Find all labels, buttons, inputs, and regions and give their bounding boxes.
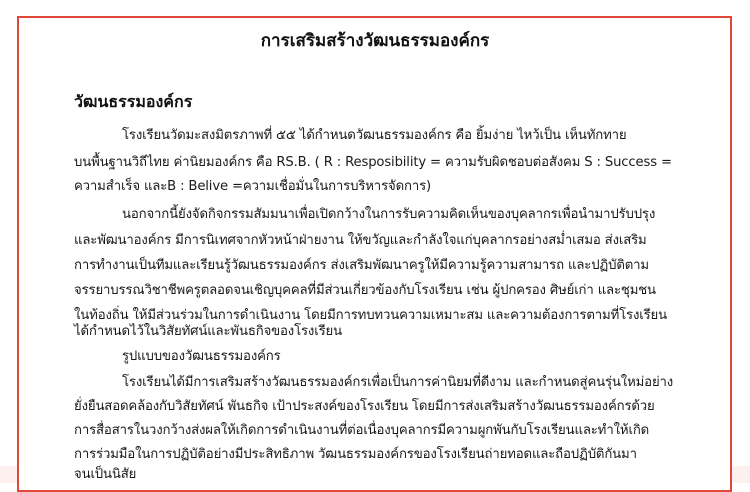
section-heading: วัฒนธรรมองค์กร <box>74 92 193 111</box>
paragraph-line: การสื่อสารในวงกว้างส่งผลให้เกิดการดำเนินงานที่ต่อเนื่องบุคลากรมีความผูกพันกับโรงเรียนและทำให้เกิด <box>74 423 650 438</box>
document-page <box>17 16 732 492</box>
paragraph-line: ได้กำหนดไว้ในวิสัยทัศน์และพันธกิจของโรงเรียน <box>74 324 342 339</box>
paragraph-line: ความสำเร็จ และB : Belive =ความเชื่อมั่นในการบริหารจัดการ) <box>74 179 432 194</box>
subsection-heading: รูปแบบของวัฒนธรรมองค์กร <box>122 349 281 364</box>
paragraph-line-cut <box>74 466 136 472</box>
paragraph-line: โรงเรียนวัดมะสงมิตรภาพที่ ๕๕ ได้กำหนดวัฒนธรรมองค์กร คือ ยิ้มง่าย ไหว้เป็น เห็นทักทาย <box>122 128 627 143</box>
paragraph-line: จรรยาบรรณวิชาชีพครูตลอดจนเชิญบุคคลที่มีส่วนเกี่ยวข้องกับโรงเรียน เช่น ผู้ปกครอง ศิษย์เก่า และชุมชน <box>74 283 656 298</box>
paragraph-line: การร่วมมือในการปฏิบัติอย่างมีประสิทธิภาพ วัฒนธรรมองค์กรของโรงเรียนถ่ายทอดและถือปฏิบัติกันมา <box>74 447 637 462</box>
paragraph-line: นอกจากนี้ยังจัดกิจกรรมสัมมนาเพื่อเปิดกว้างในการรับความคิดเห็นของบุคลากรเพื่อนำมาปรับปรุง <box>122 207 656 222</box>
paragraph-line: ในท้องถิ่น ให้มีส่วนร่วมในการดำเนินงาน โดยมีการทบทวนความเหมาะสม และความต้องการตามที่โรงเรียน <box>74 308 667 323</box>
paragraph-line: โรงเรียนได้มีการเสริมสร้างวัฒนธรรมองค์กรเพื่อเป็นการค่านิยมที่ดีงาม และกำหนดสู่คนรุ่นใหม่อย่าง <box>122 375 674 390</box>
paragraph-line: บนพื้นฐานวิถีไทย ค่านิยมองค์กร คือ RS.B. ( R : Resposibility = ความรับผิดชอบต่อสังคม S : Success = <box>74 155 672 170</box>
document-title: การเสริมสร้างวัฒนธรรมองค์กร <box>260 31 490 51</box>
paragraph-line: การทำงานเป็นทีมและเรียนรู้วัฒนธรรมองค์กร ส่งเสริมพัฒนาครูให้มีความรู้ความสามารถ และปฏิบัติตาม <box>74 258 649 273</box>
paragraph-line: และพัฒนาองค์กร มีการนิเทศจากหัวหน้าฝ่ายงาน ให้ขวัญและกำลังใจแก่บุคลากรอย่างสม่ำเสมอ ส่งเสริม <box>74 233 647 248</box>
paragraph-line: ยั่งยืนสอดคล้องกับวิสัยทัศน์ พันธกิจ เป้าประสงค์ของโรงเรียน โดยมีการส่งเสริมสร้างวัฒนธรรมองค์กรด้วย <box>74 399 655 414</box>
